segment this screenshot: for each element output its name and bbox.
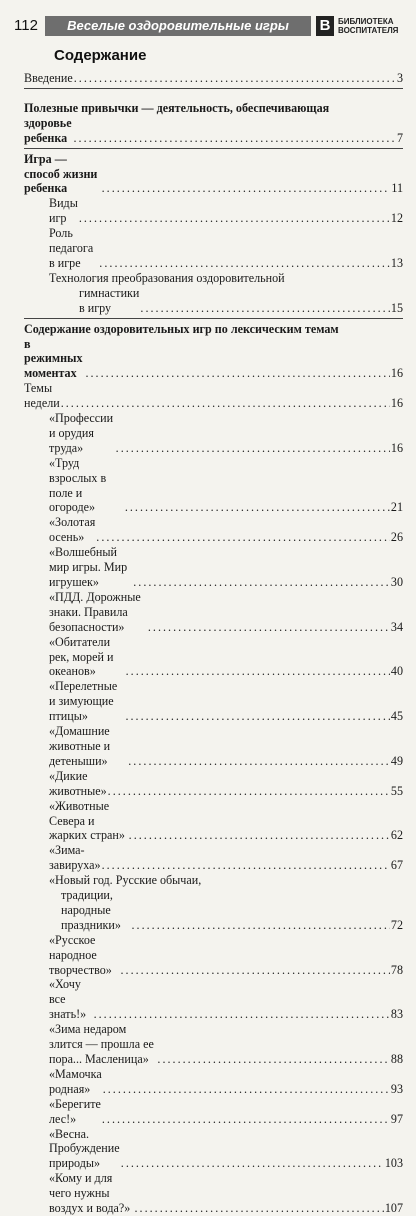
dot-leader [120,963,389,978]
series-logo [316,16,410,36]
toc-entry-page: 88 [390,1052,403,1066]
section-divider [24,148,403,149]
toc-entry-text: Полезные привычки — деятельность, обеспечивающая [24,100,330,115]
toc-entry-intro [24,71,403,86]
toc-entry-page: 78 [390,962,403,977]
toc-entry-page: 16 [390,396,403,411]
toc-entry-page: 97 [390,1111,403,1126]
toc-entry [24,590,403,635]
dot-leader [99,256,390,271]
toc-entry-page: 67 [390,858,403,873]
toc-entry [24,545,403,590]
toc-entry-page: 21 [390,500,403,515]
toc-entry-text: Темы недели [24,381,60,411]
toc-entry-page: 16 [390,366,403,381]
series-logo-line2: ВОСПИТАТЕЛЯ [338,26,399,35]
toc-entry-text: «Хочу все знать!» [49,977,87,1022]
toc-entry-tech [24,286,403,316]
toc-entry-text: «Профессии и орудия труда» [49,411,114,455]
toc-entry-text: «Золотая осень» [49,515,96,545]
toc-entry-text: «Весна. Пробуждение природы» [49,1126,120,1171]
toc-entry-page: 49 [390,753,403,768]
dot-leader [94,1007,390,1022]
toc-entry [24,977,403,1022]
dot-leader [96,530,390,545]
toc-title: Содержание [54,47,147,64]
toc-entry-text: Виды игр [49,196,78,226]
toc-entry [24,724,403,769]
toc-entry-habits-line1 [24,101,403,116]
toc-entry-page: 11 [391,181,403,196]
themes-list-2 [24,933,403,1216]
toc-entry [24,769,403,799]
toc-entry-page: 13 [390,255,403,270]
page-number: 112 [14,17,38,34]
toc-entry-page: 7 [396,130,403,145]
toc-entry-page: 93 [390,1081,403,1096]
section-divider [24,88,403,89]
toc-entry-page: 40 [390,664,403,679]
toc-entry [24,456,403,516]
dot-leader [140,301,390,316]
dot-leader [102,858,390,873]
themes-list [24,411,403,873]
page-header [14,16,410,36]
dot-leader [148,620,390,635]
toc-entry-weeks [24,381,403,411]
toc-entry-text: традиции, народные праздники» [61,888,121,932]
dot-leader [133,575,390,590]
toc-entry-newyear [24,888,403,933]
toc-entry-text: «Берегите лес!» [49,1096,101,1126]
toc-entry [24,679,403,724]
toc-entry-page: 34 [390,619,403,634]
dot-leader [102,1112,390,1127]
toc-entry-text: «ПДД. Дорожные знаки. Правила безопасности» [49,589,141,634]
toc-entry-text: «Животные Севера и жарких стран» [49,798,125,843]
toc-entry-text: Введение [24,71,73,85]
toc-entry-page: 62 [390,828,403,843]
series-logo-letter: В [316,16,334,36]
toc-entry-text: «Обитатели рек, морей и океанов» [49,634,114,679]
toc-entry-text: Игра — способ жизни ребенка [24,151,98,196]
toc-entry-teacher-role [24,226,403,271]
toc-entry-text: «Перелетные и зимующие птицы» [49,679,118,724]
dot-leader [134,1201,383,1216]
toc-entry [24,515,403,545]
dot-leader [108,784,390,799]
toc-entry [24,1067,403,1097]
toc-entry-newyear-line1 [24,873,403,888]
toc-entry-page: 107 [384,1201,403,1216]
toc-entry-text: «Зима-завируха» [49,843,101,873]
dot-leader [126,664,390,679]
toc-entry-text: «Волшебный мир игры. Мир игрушек» [49,545,128,589]
dot-leader [103,1082,390,1097]
toc-entry-content [24,337,403,382]
toc-entry-page: 15 [390,300,403,315]
toc-entry-text: «Труд взрослых в поле и огороде» [49,455,107,515]
toc-entry-text: Роль педагога в игре [49,226,94,270]
series-logo-line1: БИБЛИОТЕКА [338,17,394,26]
toc-entry-page: 45 [390,709,403,724]
toc-entry-game [24,152,403,197]
table-of-contents [24,71,403,1216]
toc-entry-text: «Домашние животные и детеныши» [49,724,111,768]
toc-entry-page: 83 [390,1007,403,1022]
toc-entry-text: Технология преобразования оздоровительной [49,270,285,285]
toc-entry-content-line1 [24,322,403,337]
toc-entry-text: «Зима недаром злится — прошла ее пора... Масленица» [49,1022,154,1066]
toc-entry-page: 26 [390,530,403,545]
toc-entry-text: Содержание оздоровительных игр по лексическим темам [24,321,339,336]
toc-entry-text: гимнастики в игру [79,285,140,315]
toc-entry-page: 103 [384,1156,403,1171]
dot-leader [121,1156,384,1171]
dot-leader [125,709,389,724]
dot-leader [157,1052,390,1067]
dot-leader [116,441,390,456]
dot-leader [128,754,390,769]
toc-entry-page: 3 [396,71,403,85]
toc-entry-text: здоровье ребенка [24,115,72,145]
toc-entry [24,933,403,978]
dot-leader [85,366,389,381]
toc-entry-text: в режимных моментах [24,336,83,381]
section-divider [24,318,403,319]
toc-entry [24,799,403,844]
toc-entry [24,1127,403,1172]
dot-leader [125,500,390,515]
toc-entry-page: 55 [390,783,403,798]
dot-leader [102,181,391,196]
toc-entry-page: 72 [390,917,403,932]
toc-entry [24,843,403,873]
toc-entry-tech-line1 [24,271,403,286]
toc-entry-page: 12 [390,211,403,226]
toc-entry [24,1171,403,1216]
toc-entry-text: «Мамочка родная» [49,1066,102,1096]
dot-leader [61,396,390,411]
toc-entry-text: «Русское народное творчество» [49,932,112,977]
toc-entry-text: «Дикие животные» [49,768,107,798]
toc-entry-text: «Кому и для чего нужны воздух и вода?» [49,1171,131,1216]
toc-entry-page: 16 [390,440,403,455]
toc-entry [24,1022,403,1067]
dot-leader [74,71,396,86]
toc-entry-habits [24,116,403,146]
toc-entry [24,1097,403,1127]
toc-entry-text: «Новый год. Русские обычаи, [49,873,202,888]
toc-entry-game-types [24,196,403,226]
series-logo-text [338,17,410,35]
dot-leader [79,211,390,226]
dot-leader [131,918,389,933]
dot-leader [129,828,390,843]
running-title: Веселые оздоровительные игры [45,16,311,36]
toc-entry [24,411,403,456]
toc-entry-page: 30 [390,575,403,589]
dot-leader [74,131,396,146]
